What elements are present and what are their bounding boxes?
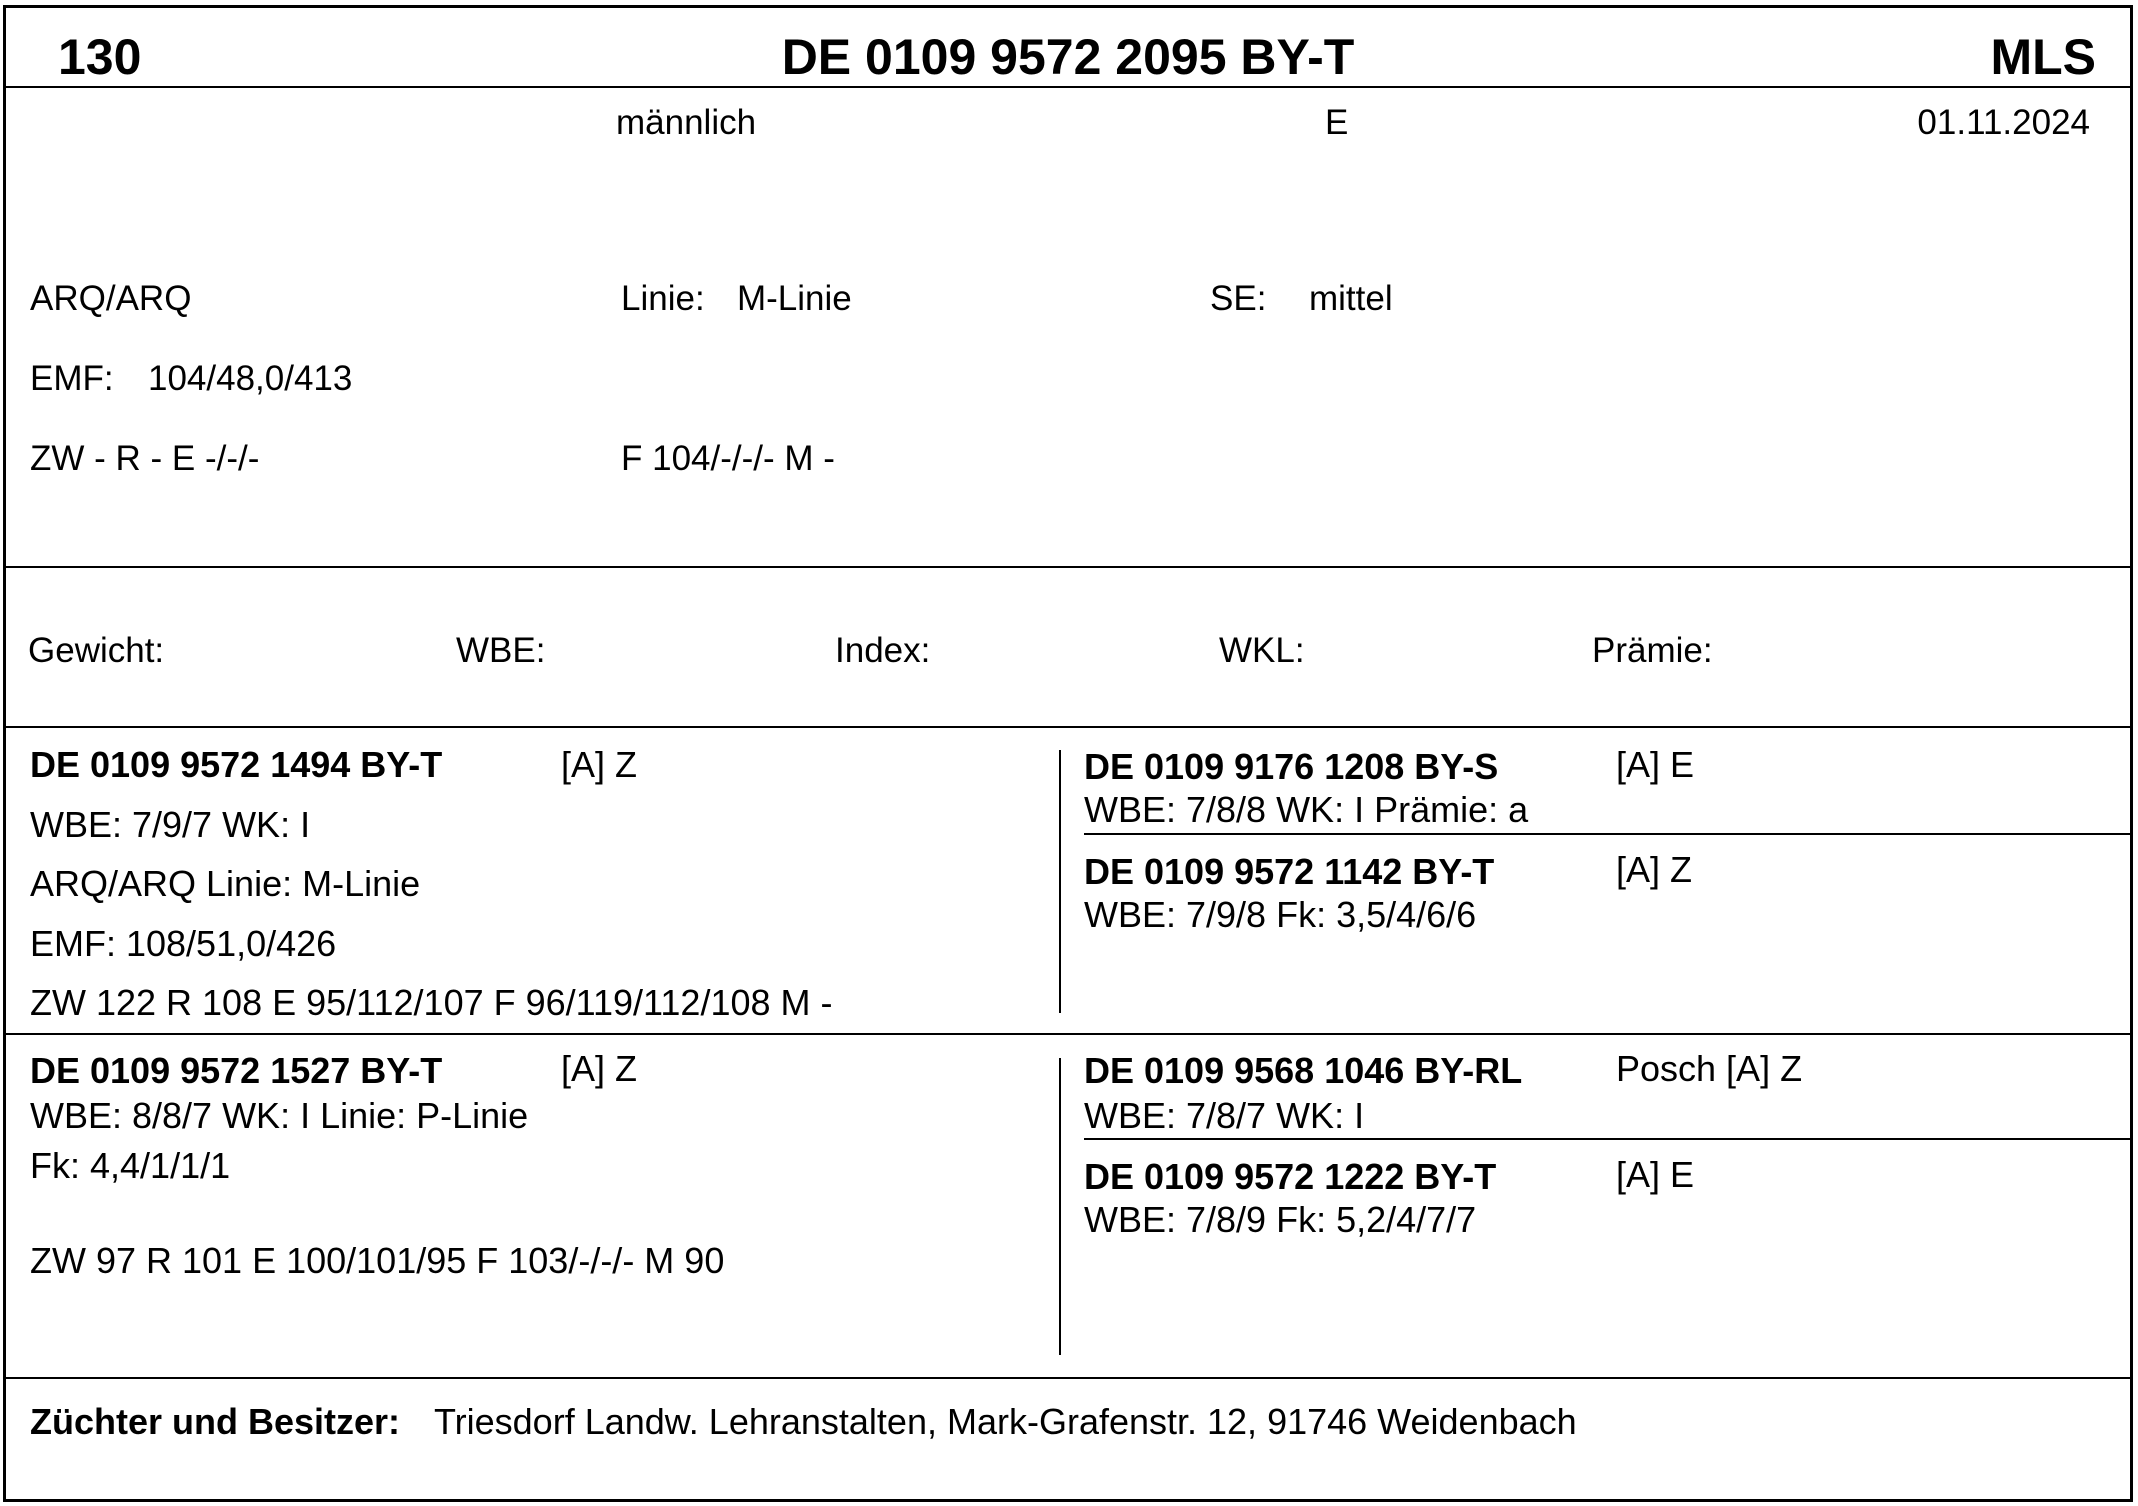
sire-emf: EMF: 108/51,0/426 xyxy=(30,923,337,964)
dam-dam-id: DE 0109 9572 1222 BY-T xyxy=(1084,1156,1497,1197)
sire-id: DE 0109 9572 1494 BY-T xyxy=(30,744,443,785)
header-divider xyxy=(6,86,2130,88)
line-value: M-Linie xyxy=(737,279,852,318)
se-value: mittel xyxy=(1309,279,1393,318)
arq-genotype: ARQ/ARQ xyxy=(30,279,192,318)
sex: männlich xyxy=(616,103,757,142)
dam-tag: [A] Z xyxy=(561,1048,638,1089)
sire-zw: ZW 122 R 108 E 95/112/107 F 96/119/112/108 M - xyxy=(30,982,833,1023)
pedigree-divider xyxy=(6,1033,2130,1035)
dam-dam-wbe: WBE: 7/8/9 Fk: 5,2/4/7/7 xyxy=(1084,1199,1477,1240)
ear-tag-title: DE 0109 9572 2095 BY-T xyxy=(781,29,1355,85)
dam-sire-wbe: WBE: 7/8/7 WK: I xyxy=(1084,1095,1365,1136)
dam-sire-id: DE 0109 9568 1046 BY-RL xyxy=(1084,1050,1523,1091)
sire-arq-line: ARQ/ARQ Linie: M-Linie xyxy=(30,863,421,904)
praemie-label: Prämie: xyxy=(1592,631,1713,670)
dam-wbe: WBE: 8/8/7 WK: I Linie: P-Linie xyxy=(30,1095,529,1136)
sire-dam-tag: [A] Z xyxy=(1616,849,1693,890)
info-divider xyxy=(6,566,2130,568)
birth-date: 01.11.2024 xyxy=(1917,103,2090,142)
sire-vertical-divider xyxy=(1059,750,1061,1013)
dam-vertical-divider xyxy=(1059,1058,1061,1355)
sire-wbe: WBE: 7/9/7 WK: I xyxy=(30,804,311,845)
assessment-divider xyxy=(6,726,2130,728)
index-label: Index: xyxy=(835,631,931,670)
dam-id: DE 0109 9572 1527 BY-T xyxy=(30,1050,443,1091)
catalog-card xyxy=(3,5,2133,1502)
emf-value: 104/48,0/413 xyxy=(148,359,353,398)
catalog-number: 130 xyxy=(58,29,142,85)
sire-sire-id: DE 0109 9176 1208 BY-S xyxy=(1084,746,1499,787)
weight-label: Gewicht: xyxy=(28,631,165,670)
dam-fk: Fk: 4,4/1/1/1 xyxy=(30,1145,231,1186)
wbe-label: WBE: xyxy=(456,631,546,670)
birth-type: E xyxy=(1325,103,1349,142)
wkl-label: WKL: xyxy=(1219,631,1305,670)
se-label: SE: xyxy=(1210,279,1267,318)
dam-grandparent-divider xyxy=(1084,1138,2130,1140)
sire-sire-wbe: WBE: 7/8/8 WK: I Prämie: a xyxy=(1084,789,1529,830)
f-line: F 104/-/-/- M - xyxy=(621,439,835,478)
breeder-label: Züchter und Besitzer: xyxy=(30,1401,401,1442)
sire-tag: [A] Z xyxy=(561,744,638,785)
sire-dam-wbe: WBE: 7/9/8 Fk: 3,5/4/6/6 xyxy=(1084,894,1477,935)
breeder-value: Triesdorf Landw. Lehranstalten, Mark-Grafenstr. 12, 91746 Weidenbach xyxy=(434,1401,1577,1442)
zw-line: ZW - R - E -/-/- xyxy=(30,439,260,478)
sire-sire-tag: [A] E xyxy=(1616,744,1695,785)
sire-grandparent-divider xyxy=(1084,833,2130,835)
line-label: Linie: xyxy=(621,279,705,318)
sire-dam-id: DE 0109 9572 1142 BY-T xyxy=(1084,851,1495,892)
emf-label: EMF: xyxy=(30,359,114,398)
breed-code: MLS xyxy=(1990,29,2096,85)
footer-divider xyxy=(6,1377,2130,1379)
dam-sire-tag: Posch [A] Z xyxy=(1616,1048,1803,1089)
dam-dam-tag: [A] E xyxy=(1616,1154,1695,1195)
dam-zw: ZW 97 R 101 E 100/101/95 F 103/-/-/- M 90 xyxy=(30,1240,725,1281)
